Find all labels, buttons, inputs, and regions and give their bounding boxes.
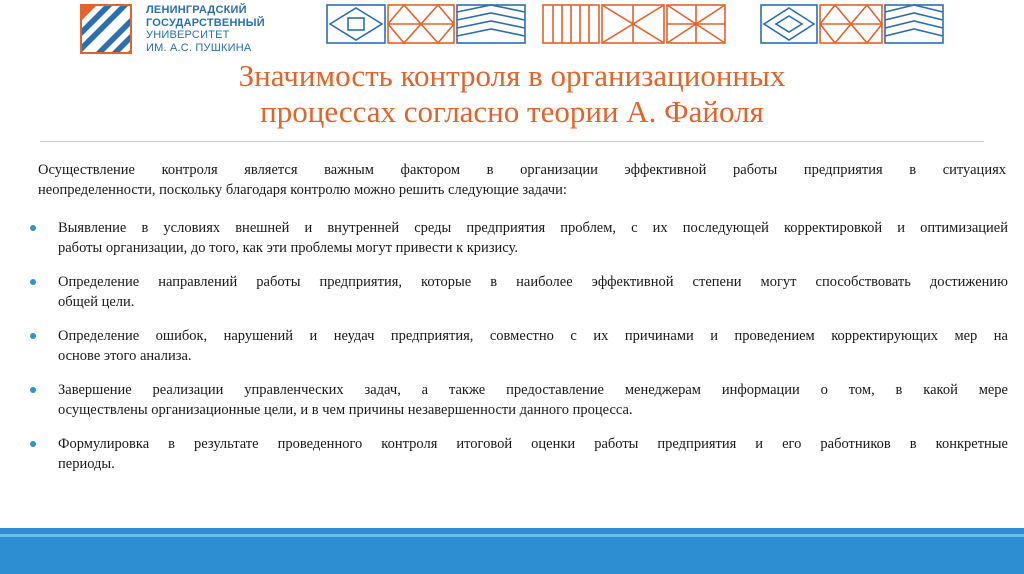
footer-stripe [0,534,1024,537]
university-logo-icon [80,4,132,54]
list-item [28,326,1008,366]
list-item-line-1: Определение ошибок, нарушений и неудач предприятия, совместно с их причинами и проведением корректирующих мер на [58,328,1008,344]
list-item [28,434,1008,474]
ornament-pattern-2 [542,4,726,44]
footer-band [0,528,1024,574]
title-divider [40,141,984,142]
list-item-line-2: осуществлены организационные цели, и в чем причины незавершенности данного процесса. [58,402,633,418]
logo-line-2: ГОСУДАРСТВЕННЫЙ [146,16,265,29]
task-list [28,218,1008,474]
list-item [28,218,1008,258]
logo-line-4: ИМ. А.С. ПУШКИНА [146,41,252,54]
bullet-dot-icon [30,387,36,393]
bullet-dot-icon [30,441,36,447]
list-item-line-1: Формулировка в результате проведенного контроля итоговой оценки работы предприятия и его работников в конкретные [58,436,1008,452]
ornament-pattern-3 [760,4,944,44]
list-item-line-2: основе этого анализа. [58,348,192,364]
intro-line-2: неопределенности, поскольку благодаря контролю можно решить следующие задачи: [38,182,567,198]
list-item [28,380,1008,420]
list-item-line-2: работы организации, до того, как эти проблемы могут привести к кризису. [58,240,518,256]
list-item-line-1: Выявление в условиях внешней и внутренней среды предприятия проблем, с их последующей корректировкой и оптимизацией [58,220,1008,236]
logo-line-3: УНИВЕРСИТЕТ [146,29,230,41]
slide-title-line-1: Значимость контроля в организационных [238,58,786,93]
bullet-dot-icon [30,225,36,231]
list-item-line-2: периоды. [58,456,115,472]
ornament-pattern-1 [326,4,526,44]
list-item-line-1: Завершение реализации управленческих задач, а также предоставление менеджерам информации о том, в какой мере [58,382,1008,398]
intro-paragraph [38,160,1006,200]
slide-title-line-2: процессах согласно теории А. Файоля [260,94,764,129]
intro-line-1: Осуществление контроля является важным фактором в организации эффективной работы предприятия в ситуациях [38,162,1006,178]
logo-line-1: ЛЕНИНГРАДСКИЙ [146,4,247,16]
list-item [28,272,1008,312]
bullet-dot-icon [30,333,36,339]
list-item-line-2: общей цели. [58,294,135,310]
university-logo [80,4,280,58]
slide-title [60,58,964,130]
list-item-line-1: Определение направлений работы предприятия, которые в наиболее эффективной степени могут способствовать достижению [58,274,1008,290]
logo-text [146,4,265,54]
bullet-dot-icon [30,279,36,285]
